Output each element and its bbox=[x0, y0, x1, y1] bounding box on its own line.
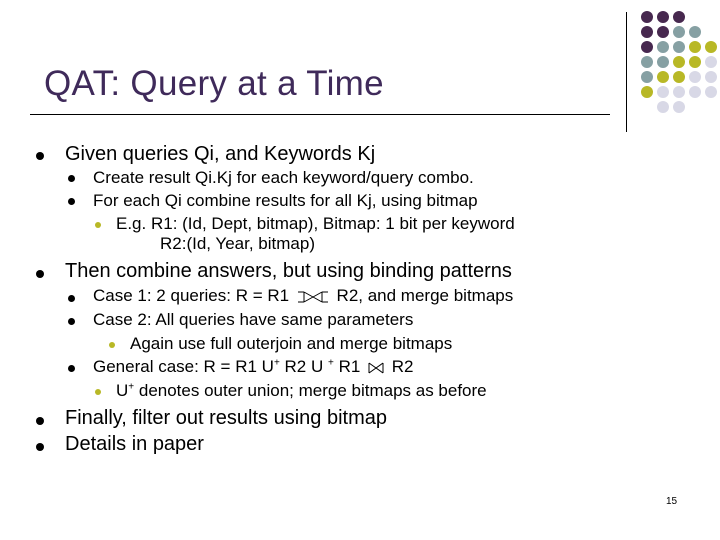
outer-union-text: denotes outer union; merge bitmaps as before bbox=[138, 381, 487, 400]
dot bbox=[705, 71, 717, 83]
bullet-dot bbox=[95, 222, 101, 228]
bullet-dot bbox=[36, 417, 44, 425]
title-underline bbox=[30, 114, 610, 115]
dot bbox=[705, 86, 717, 98]
case-1-prefix: Case 1: 2 queries: R = R1 bbox=[93, 286, 290, 305]
bullet-dot bbox=[68, 198, 75, 205]
bullet-dot bbox=[36, 443, 44, 451]
bullet-details: Details in paper bbox=[65, 433, 204, 455]
dot bbox=[673, 86, 685, 98]
dot bbox=[657, 101, 669, 113]
dot bbox=[657, 56, 669, 68]
dot bbox=[657, 86, 669, 98]
dot bbox=[673, 56, 685, 68]
vertical-divider bbox=[626, 12, 627, 132]
bullet-given-queries: Given queries Qi, and Keywords Kj bbox=[65, 143, 376, 165]
dot bbox=[657, 26, 669, 38]
dot bbox=[673, 11, 685, 23]
bullet-case-1 bbox=[93, 286, 513, 306]
dot bbox=[673, 26, 685, 38]
page-number: 15 bbox=[666, 496, 678, 507]
bullet-then-combine: Then combine answers, but using binding patterns bbox=[65, 260, 512, 282]
dot bbox=[641, 86, 653, 98]
dot bbox=[689, 71, 701, 83]
dot bbox=[641, 71, 653, 83]
bullet-dot bbox=[95, 389, 101, 395]
bullet-dot bbox=[68, 295, 75, 302]
bullet-general-case bbox=[93, 357, 414, 377]
outer-union-u: U bbox=[116, 381, 129, 400]
bullet-example-r2: R2:(Id, Year, bitmap) bbox=[160, 234, 315, 253]
bullet-dot bbox=[68, 365, 75, 372]
bullet-dot bbox=[68, 318, 75, 325]
bullet-create-result: Create result Qi.Kj for each keyword/query combo. bbox=[93, 168, 474, 187]
dot bbox=[673, 71, 685, 83]
dot bbox=[657, 11, 669, 23]
bullet-outerjoin: Again use full outerjoin and merge bitmaps bbox=[130, 334, 453, 353]
dot bbox=[641, 56, 653, 68]
full-outer-join-icon bbox=[296, 290, 330, 304]
dot bbox=[673, 101, 685, 113]
dot bbox=[657, 71, 669, 83]
dot bbox=[689, 56, 701, 68]
dot bbox=[705, 56, 717, 68]
dot bbox=[689, 41, 701, 53]
bullet-dot bbox=[68, 175, 75, 182]
general-mid1: R2 U bbox=[284, 357, 324, 376]
bullet-example-r1: E.g. R1: (Id, Dept, bitmap), Bitmap: 1 bit per keyword bbox=[116, 214, 515, 233]
dot bbox=[689, 26, 701, 38]
bullet-outer-union bbox=[116, 381, 487, 401]
dot bbox=[641, 11, 653, 23]
general-mid2: R1 bbox=[338, 357, 361, 376]
bullet-dot bbox=[36, 152, 44, 160]
plus-sign: + bbox=[328, 357, 334, 369]
dot bbox=[641, 41, 653, 53]
dot bbox=[641, 26, 653, 38]
plus-sign: + bbox=[128, 381, 135, 393]
dot bbox=[689, 86, 701, 98]
dot bbox=[657, 41, 669, 53]
case-1-suffix: R2, and merge bitmaps bbox=[336, 286, 514, 305]
general-suffix: R2 bbox=[391, 357, 414, 376]
bullet-dot bbox=[36, 270, 44, 278]
bullet-case-2: Case 2: All queries have same parameters bbox=[93, 310, 414, 329]
dot bbox=[705, 41, 717, 53]
slide-title: QAT: Query at a Time bbox=[44, 64, 384, 103]
dot bbox=[673, 41, 685, 53]
natural-join-icon bbox=[367, 361, 385, 375]
general-prefix: General case: R = R1 U bbox=[93, 357, 274, 376]
plus-sign: + bbox=[273, 357, 280, 369]
bullet-finally: Finally, filter out results using bitmap bbox=[65, 407, 387, 429]
bullet-combine-results: For each Qi combine results for all Kj, using bitmap bbox=[93, 191, 478, 210]
bullet-dot bbox=[109, 342, 115, 348]
